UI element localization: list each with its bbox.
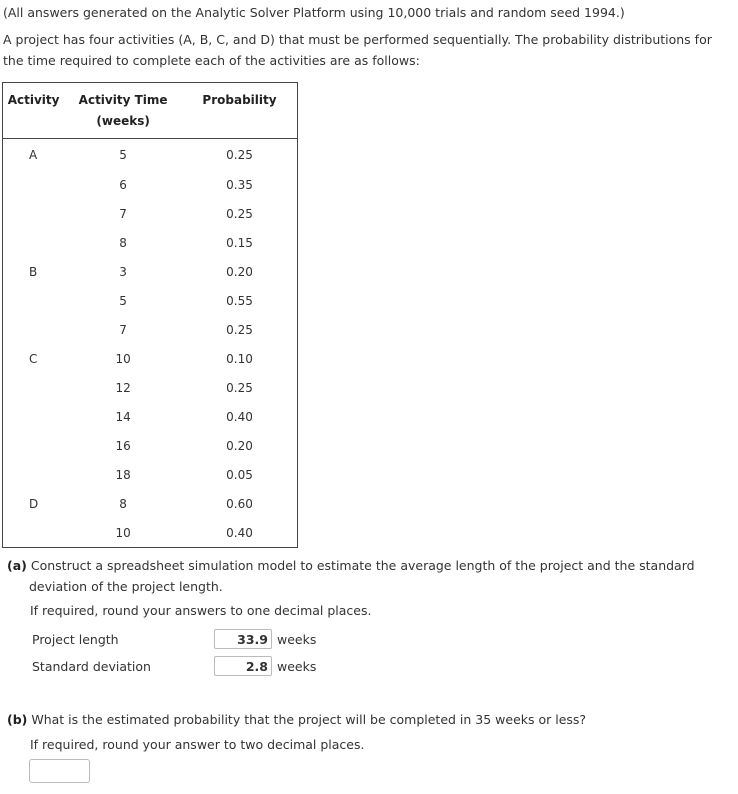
activity-cell [3,373,65,402]
header-probability: Probability [182,83,298,139]
activity-cell [3,199,65,228]
activity-cell: A [29,147,38,162]
probability-cell: 0.35 [226,177,253,192]
probability-cell: 0.10 [226,351,253,366]
activity-time-cell: 18 [115,467,131,482]
probability-cell: 0.25 [226,147,253,162]
probability-distribution-table [2,82,298,548]
table-row [3,199,298,228]
activity-cell: D [29,496,39,511]
activity-cell: B [29,264,38,279]
probability-cell: 0.25 [226,380,253,395]
activity-time-cell: 3 [119,264,127,279]
activity-time-cell: 6 [119,177,127,192]
table-header-row [3,83,298,139]
project-length-input[interactable]: 33.9 [214,629,272,649]
trial-note: (All answers generated on the Analytic Solver Platform using 10,000 trials and random seed 1994.) [3,5,625,20]
probability-cell: 0.20 [226,438,253,453]
activity-time-cell: 8 [119,235,127,250]
activity-time-cell: 8 [119,496,127,511]
part-b-question [7,709,732,730]
table-row [3,228,298,257]
project-length-unit: weeks [277,631,317,647]
probability-cell: 0.05 [226,467,253,482]
part-b-text: What is the estimated probability that the project will be completed in 35 weeks or less? [31,712,587,727]
part-b-instruction: If required, round your answer to two decimal places. [30,737,365,752]
standard-deviation-input[interactable]: 2.8 [214,656,272,676]
table-row [3,373,298,402]
table-row [3,344,298,373]
activity-cell [3,228,65,257]
table-row [3,257,298,286]
activity-cell [3,402,65,431]
activity-cell: C [29,351,38,366]
standard-deviation-unit: weeks [277,658,317,674]
activity-time-cell: 14 [115,409,131,424]
header-activity: Activity [3,83,65,139]
problem-intro: A project has four activities (A, B, C, and D) that must be performed sequentially. The probability distributions for the time required to complete each of the activities are as follows: [3,32,712,68]
activity-cell [3,170,65,199]
probability-cell: 0.25 [226,206,253,221]
activity-time-cell: 12 [115,380,131,395]
activity-cell [3,431,65,460]
probability-answer-input[interactable] [29,759,90,783]
probability-cell: 0.15 [226,235,253,250]
activity-time-cell: 5 [119,147,127,162]
activity-cell [3,460,65,489]
answer-row-standard-deviation [32,654,316,678]
activity-time-cell: 10 [115,525,131,540]
activity-cell [3,286,65,315]
activity-time-cell: 16 [115,438,131,453]
header-activity-time: Activity Time (weeks) [64,83,182,139]
table-row [3,139,298,171]
activity-cell [3,518,65,548]
part-a-instruction: If required, round your answers to one decimal places. [30,603,372,618]
table-row [3,315,298,344]
activity-time-cell: 10 [115,351,131,366]
probability-cell: 0.60 [226,496,253,511]
probability-cell: 0.40 [226,525,253,540]
answer-row-project-length [32,627,316,651]
activity-cell [3,315,65,344]
table-row [3,431,298,460]
table-row [3,518,298,548]
table-row [3,402,298,431]
part-a-question [7,555,732,597]
project-length-label: Project length [32,631,119,647]
table-row [3,286,298,315]
probability-cell: 0.25 [226,322,253,337]
table-row [3,460,298,489]
activity-time-cell: 5 [119,293,127,308]
table-body [3,139,298,548]
standard-deviation-label: Standard deviation [32,658,151,674]
part-b-label: (b) [7,712,28,727]
activity-time-cell: 7 [119,206,127,221]
activity-time-cell: 7 [119,322,127,337]
part-a-label: (a) [7,558,27,573]
table-row [3,170,298,199]
probability-cell: 0.20 [226,264,253,279]
probability-cell: 0.55 [226,293,253,308]
probability-cell: 0.40 [226,409,253,424]
table-row [3,489,298,518]
part-a-text: Construct a spreadsheet simulation model to estimate the average length of the project and the standard deviation of the project length. [29,558,695,594]
